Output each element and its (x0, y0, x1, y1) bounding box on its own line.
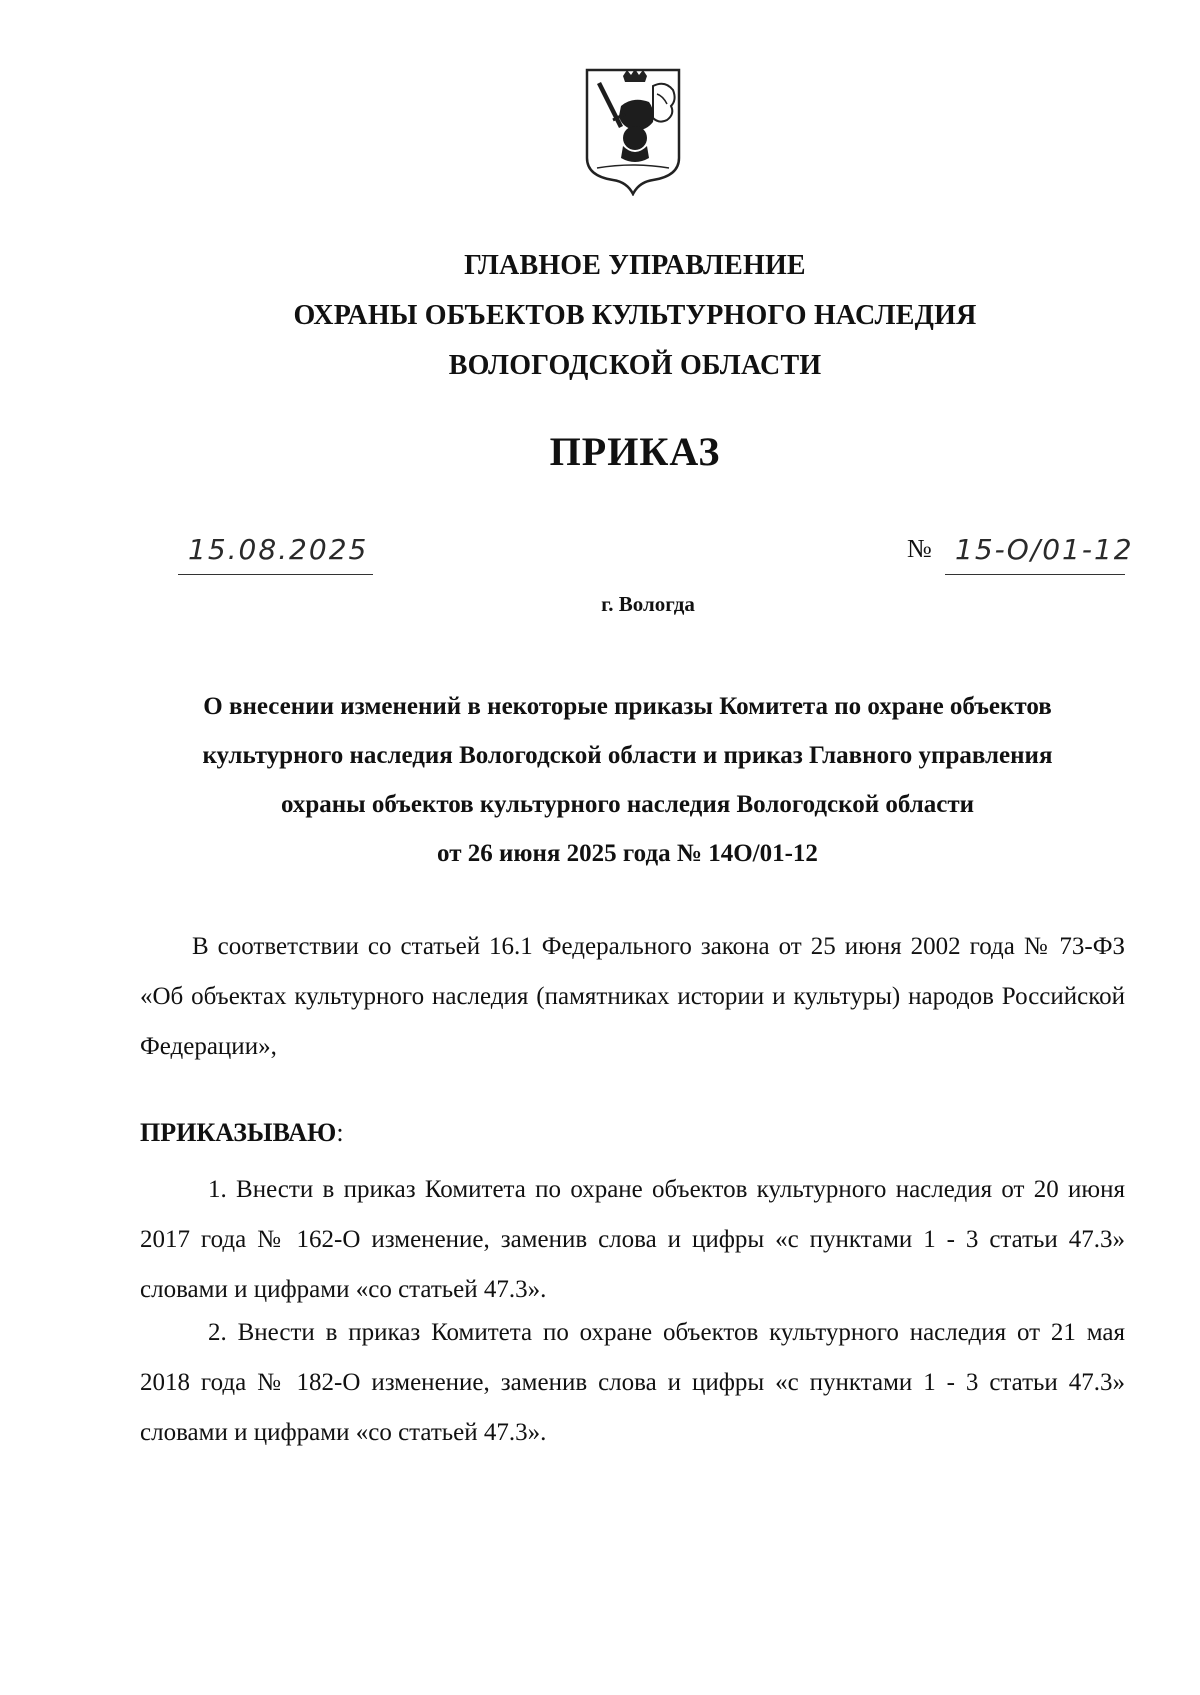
decree-heading (140, 1118, 344, 1148)
city-name: г. Вологда (601, 592, 695, 616)
order-date: 15.08.2025 (188, 533, 369, 566)
document-type-title: ПРИКАЗ (549, 429, 721, 474)
subject-line-3: охраны объектов культурного наследия Вологодской области (280, 791, 975, 818)
order-date-field (178, 533, 373, 575)
preamble-paragraph: В соответствии со статьей 16.1 Федерального закона от 25 июня 2002 года № 73-ФЗ «Об объектах культурного наследия (памятниках истории и культуры) народов Российской Федерации», (140, 933, 1125, 1060)
organization-name-line-1: ГЛАВНОЕ УПРАВЛЕНИЕ (464, 250, 806, 281)
organization-name-line-2: ОХРАНЫ ОБЪЕКТОВ КУЛЬТУРНОГО НАСЛЕДИЯ (293, 300, 977, 331)
subject-line-2: культурного наследия Вологодской области и приказ Главного управления (202, 742, 1053, 769)
order-number-label: № (907, 534, 932, 563)
order-number: 15-О/01-12 (955, 533, 1134, 566)
order-number-field (945, 533, 1134, 575)
order-item-2: 2. Внести в приказ Комитета по охране объектов культурного наследия от 21 мая 2018 года № 182-О изменение, заменив слова и цифры «с пунктами 1 - 3 статьи 47.3» словами и цифрами «со статьей 47.3». (140, 1319, 1125, 1446)
order-subject (130, 682, 1125, 878)
date-underline (178, 574, 373, 575)
decree-colon: : (336, 1118, 344, 1147)
number-underline (945, 574, 1125, 575)
organization-name-line-3: ВОЛОГОДСКОЙ ОБЛАСТИ (448, 350, 822, 381)
decree-word: ПРИКАЗЫВАЮ (140, 1118, 337, 1147)
coat-of-arms-icon (583, 66, 683, 196)
subject-line-1: О внесении изменений в некоторые приказы Комитета по охране объектов (203, 693, 1052, 720)
subject-line-4: от 26 июня 2025 года № 14О/01-12 (437, 840, 818, 867)
order-item-1: 1. Внести в приказ Комитета по охране объектов культурного наследия от 20 июня 2017 года № 162-О изменение, заменив слова и цифры «с пунктами 1 - 3 статьи 47.3» словами и цифрами «со статьей 47.3». (140, 1176, 1125, 1303)
